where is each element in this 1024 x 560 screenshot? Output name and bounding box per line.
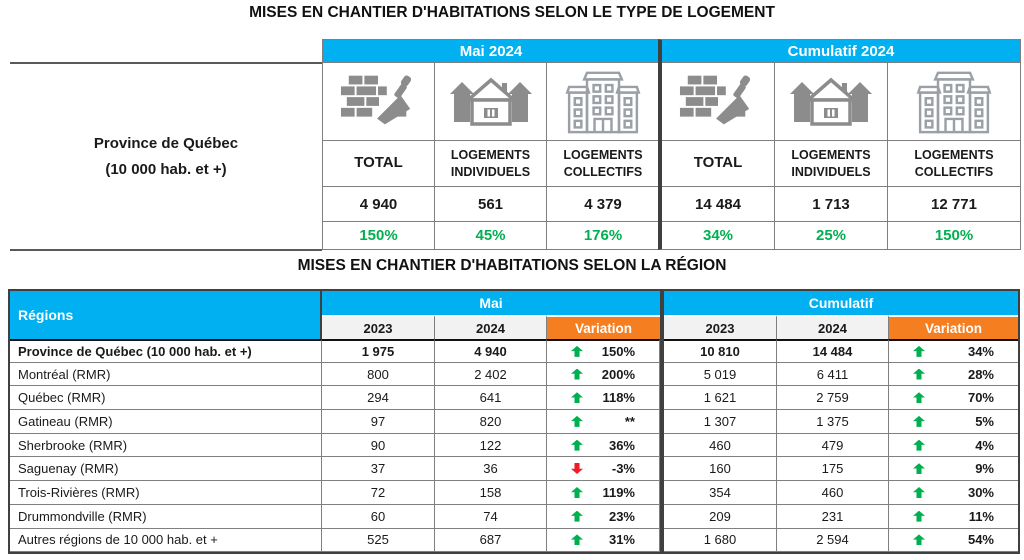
variation-value: 9%	[975, 461, 994, 477]
bricks-trowel-icon	[679, 73, 757, 131]
mai-individuels-label: LOGEMENTS INDIVIDUELS	[435, 141, 547, 187]
type-table-cumulatif-section	[658, 39, 1021, 250]
variation-value: 54%	[967, 532, 994, 548]
province-label-line2: (10 000 hab. et +)	[105, 161, 227, 178]
cum-2023-cell: 209	[664, 505, 777, 529]
type-table-mai-section	[322, 39, 660, 250]
cum-2023-cell: 1 621	[664, 386, 777, 410]
cum-variation-cell	[889, 363, 1018, 387]
cum-individuels-value: 1 713	[775, 187, 888, 222]
variation-value: 34%	[967, 343, 994, 359]
region-name-cell: Sherbrooke (RMR)	[10, 434, 322, 458]
region-name-cell: Gatineau (RMR)	[10, 410, 322, 434]
variation-value: **	[624, 413, 635, 429]
cumulatif-section-header: Cumulatif	[664, 291, 1018, 315]
trend-arrow-icon	[571, 534, 583, 545]
mai-2024-cell: 158	[435, 481, 547, 505]
regions-column-header: Régions	[10, 291, 322, 339]
region-table-title: MISES EN CHANTIER D'HABITATIONS SELON LA RÉGION	[297, 257, 727, 274]
apartment-building-icon	[916, 70, 992, 134]
variation-value: 5%	[975, 413, 994, 429]
cum-variation-header: Variation	[889, 315, 1018, 339]
trend-arrow-icon	[913, 534, 925, 545]
cum-individuels-pct: 25%	[775, 222, 888, 249]
type-table-title: MISES EN CHANTIER D'HABITATIONS SELON LE TYPE DE LOGEMENT	[249, 4, 775, 21]
region-name-cell: Montréal (RMR)	[10, 363, 322, 387]
mai-variation-cell	[547, 457, 660, 481]
cum-variation-cell	[889, 410, 1018, 434]
cum-2024-cell: 479	[777, 434, 889, 458]
trend-arrow-icon	[913, 511, 925, 522]
bricks-trowel-icon	[662, 63, 775, 141]
mai-variation-cell	[547, 410, 660, 434]
region-table	[8, 289, 1020, 554]
region-name-cell: Province de Québec (10 000 hab. et +)	[10, 339, 322, 363]
mai-variation-cell	[547, 434, 660, 458]
individual-house-icon	[775, 63, 888, 141]
trend-arrow-icon	[913, 440, 925, 451]
bricks-trowel-icon	[340, 73, 418, 131]
mai-2024-cell: 2 402	[435, 363, 547, 387]
trend-arrow-icon	[571, 511, 583, 522]
mai-variation-header: Variation	[547, 315, 660, 339]
cum-total-pct: 34%	[662, 222, 775, 249]
apartment-building-icon	[888, 63, 1020, 141]
mai-variation-cell	[547, 339, 660, 363]
trend-arrow-icon	[913, 487, 925, 498]
province-label-line1: Province de Québec	[93, 135, 239, 152]
individual-house-icon	[450, 76, 532, 128]
trend-arrow-icon	[571, 463, 583, 474]
cumulatif-2024-header: Cumulatif 2024	[662, 40, 1020, 63]
mai-2023-header: 2023	[322, 315, 435, 339]
cum-variation-cell	[889, 339, 1018, 363]
mai-individuels-value: 561	[435, 187, 547, 222]
mai-2023-cell: 72	[322, 481, 435, 505]
mai-variation-cell	[547, 386, 660, 410]
mai-collectifs-value: 4 379	[547, 187, 659, 222]
mai-2023-cell: 800	[322, 363, 435, 387]
cum-2024-cell: 460	[777, 481, 889, 505]
cum-variation-cell	[889, 457, 1018, 481]
trend-arrow-icon	[913, 463, 925, 474]
mai-2024-cell: 36	[435, 457, 547, 481]
variation-value: 30%	[967, 484, 994, 500]
trend-arrow-icon	[913, 369, 925, 380]
trend-arrow-icon	[571, 440, 583, 451]
mai-total-label: TOTAL	[323, 141, 435, 187]
cum-2023-header: 2023	[664, 315, 777, 339]
trend-arrow-icon	[571, 369, 583, 380]
cum-2024-cell: 2 594	[777, 529, 889, 553]
mai-2024-cell: 74	[435, 505, 547, 529]
mai-individuels-pct: 45%	[435, 222, 547, 249]
trend-arrow-icon	[913, 346, 925, 357]
mai-variation-cell	[547, 529, 660, 553]
cum-collectifs-pct: 150%	[888, 222, 1020, 249]
mai-2023-cell: 90	[322, 434, 435, 458]
cum-2024-cell: 175	[777, 457, 889, 481]
variation-value: 11%	[968, 508, 994, 524]
mai-2023-cell: 60	[322, 505, 435, 529]
variation-value: -3%	[611, 461, 635, 477]
cum-2023-cell: 460	[664, 434, 777, 458]
individual-house-icon	[435, 63, 547, 141]
cum-2024-cell: 6 411	[777, 363, 889, 387]
mai-variation-cell	[547, 505, 660, 529]
mai-total-pct: 150%	[323, 222, 435, 249]
mai-2024-cell: 641	[435, 386, 547, 410]
mai-2023-cell: 97	[322, 410, 435, 434]
variation-value: 70%	[967, 390, 994, 406]
cum-2023-cell: 5 019	[664, 363, 777, 387]
cum-variation-cell	[889, 434, 1018, 458]
region-name-cell: Autres régions de 10 000 hab. et +	[10, 529, 322, 553]
cum-2023-cell: 1 680	[664, 529, 777, 553]
cum-2023-cell: 160	[664, 457, 777, 481]
variation-value: 119%	[602, 484, 635, 500]
region-name-cell: Québec (RMR)	[10, 386, 322, 410]
variation-value: 31%	[608, 532, 635, 548]
cum-collectifs-label: LOGEMENTS COLLECTIFS	[888, 141, 1020, 187]
cum-variation-cell	[889, 505, 1018, 529]
mai-section-header: Mai	[322, 291, 660, 315]
mai-2023-cell: 525	[322, 529, 435, 553]
province-label-cell	[10, 62, 322, 251]
bricks-trowel-icon	[323, 63, 435, 141]
region-name-cell: Saguenay (RMR)	[10, 457, 322, 481]
mai-2023-cell: 294	[322, 386, 435, 410]
variation-value: 118%	[602, 390, 635, 406]
cum-2024-cell: 231	[777, 505, 889, 529]
variation-value: 28%	[967, 366, 994, 382]
variation-value: 4%	[975, 437, 994, 453]
mai-2024-cell: 687	[435, 529, 547, 553]
individual-house-icon	[790, 76, 872, 128]
cum-2024-cell: 2 759	[777, 386, 889, 410]
cum-2024-cell: 14 484	[777, 339, 889, 363]
mai-2024-header: Mai 2024	[323, 40, 659, 63]
cum-2023-cell: 354	[664, 481, 777, 505]
cum-variation-cell	[889, 529, 1018, 553]
region-name-cell: Drummondville (RMR)	[10, 505, 322, 529]
cum-individuels-label: LOGEMENTS INDIVIDUELS	[775, 141, 888, 187]
mai-variation-cell	[547, 363, 660, 387]
cum-total-label: TOTAL	[662, 141, 775, 187]
mai-2023-cell: 37	[322, 457, 435, 481]
cum-2024-cell: 1 375	[777, 410, 889, 434]
trend-arrow-icon	[571, 346, 583, 357]
variation-value: 200%	[601, 366, 635, 382]
mai-variation-cell	[547, 481, 660, 505]
variation-value: 36%	[608, 437, 635, 453]
cum-variation-cell	[889, 481, 1018, 505]
cum-collectifs-value: 12 771	[888, 187, 1020, 222]
mai-2023-cell: 1 975	[322, 339, 435, 363]
cum-variation-cell	[889, 386, 1018, 410]
cum-2024-header: 2024	[777, 315, 889, 339]
mai-total-value: 4 940	[323, 187, 435, 222]
trend-arrow-icon	[913, 416, 925, 427]
variation-value: 23%	[608, 508, 635, 524]
mai-2024-cell: 4 940	[435, 339, 547, 363]
mai-collectifs-pct: 176%	[547, 222, 659, 249]
cum-2023-cell: 10 810	[664, 339, 777, 363]
cum-2023-cell: 1 307	[664, 410, 777, 434]
trend-arrow-icon	[571, 416, 583, 427]
apartment-building-icon	[547, 63, 659, 141]
region-name-cell: Trois-Rivières (RMR)	[10, 481, 322, 505]
apartment-building-icon	[565, 70, 641, 134]
trend-arrow-icon	[571, 392, 583, 403]
mai-collectifs-label: LOGEMENTS COLLECTIFS	[547, 141, 659, 187]
cum-total-value: 14 484	[662, 187, 775, 222]
variation-value: 150%	[601, 343, 635, 359]
mai-2024-cell: 820	[435, 410, 547, 434]
mai-2024-header: 2024	[435, 315, 547, 339]
mai-2024-cell: 122	[435, 434, 547, 458]
trend-arrow-icon	[571, 487, 583, 498]
trend-arrow-icon	[913, 392, 925, 403]
